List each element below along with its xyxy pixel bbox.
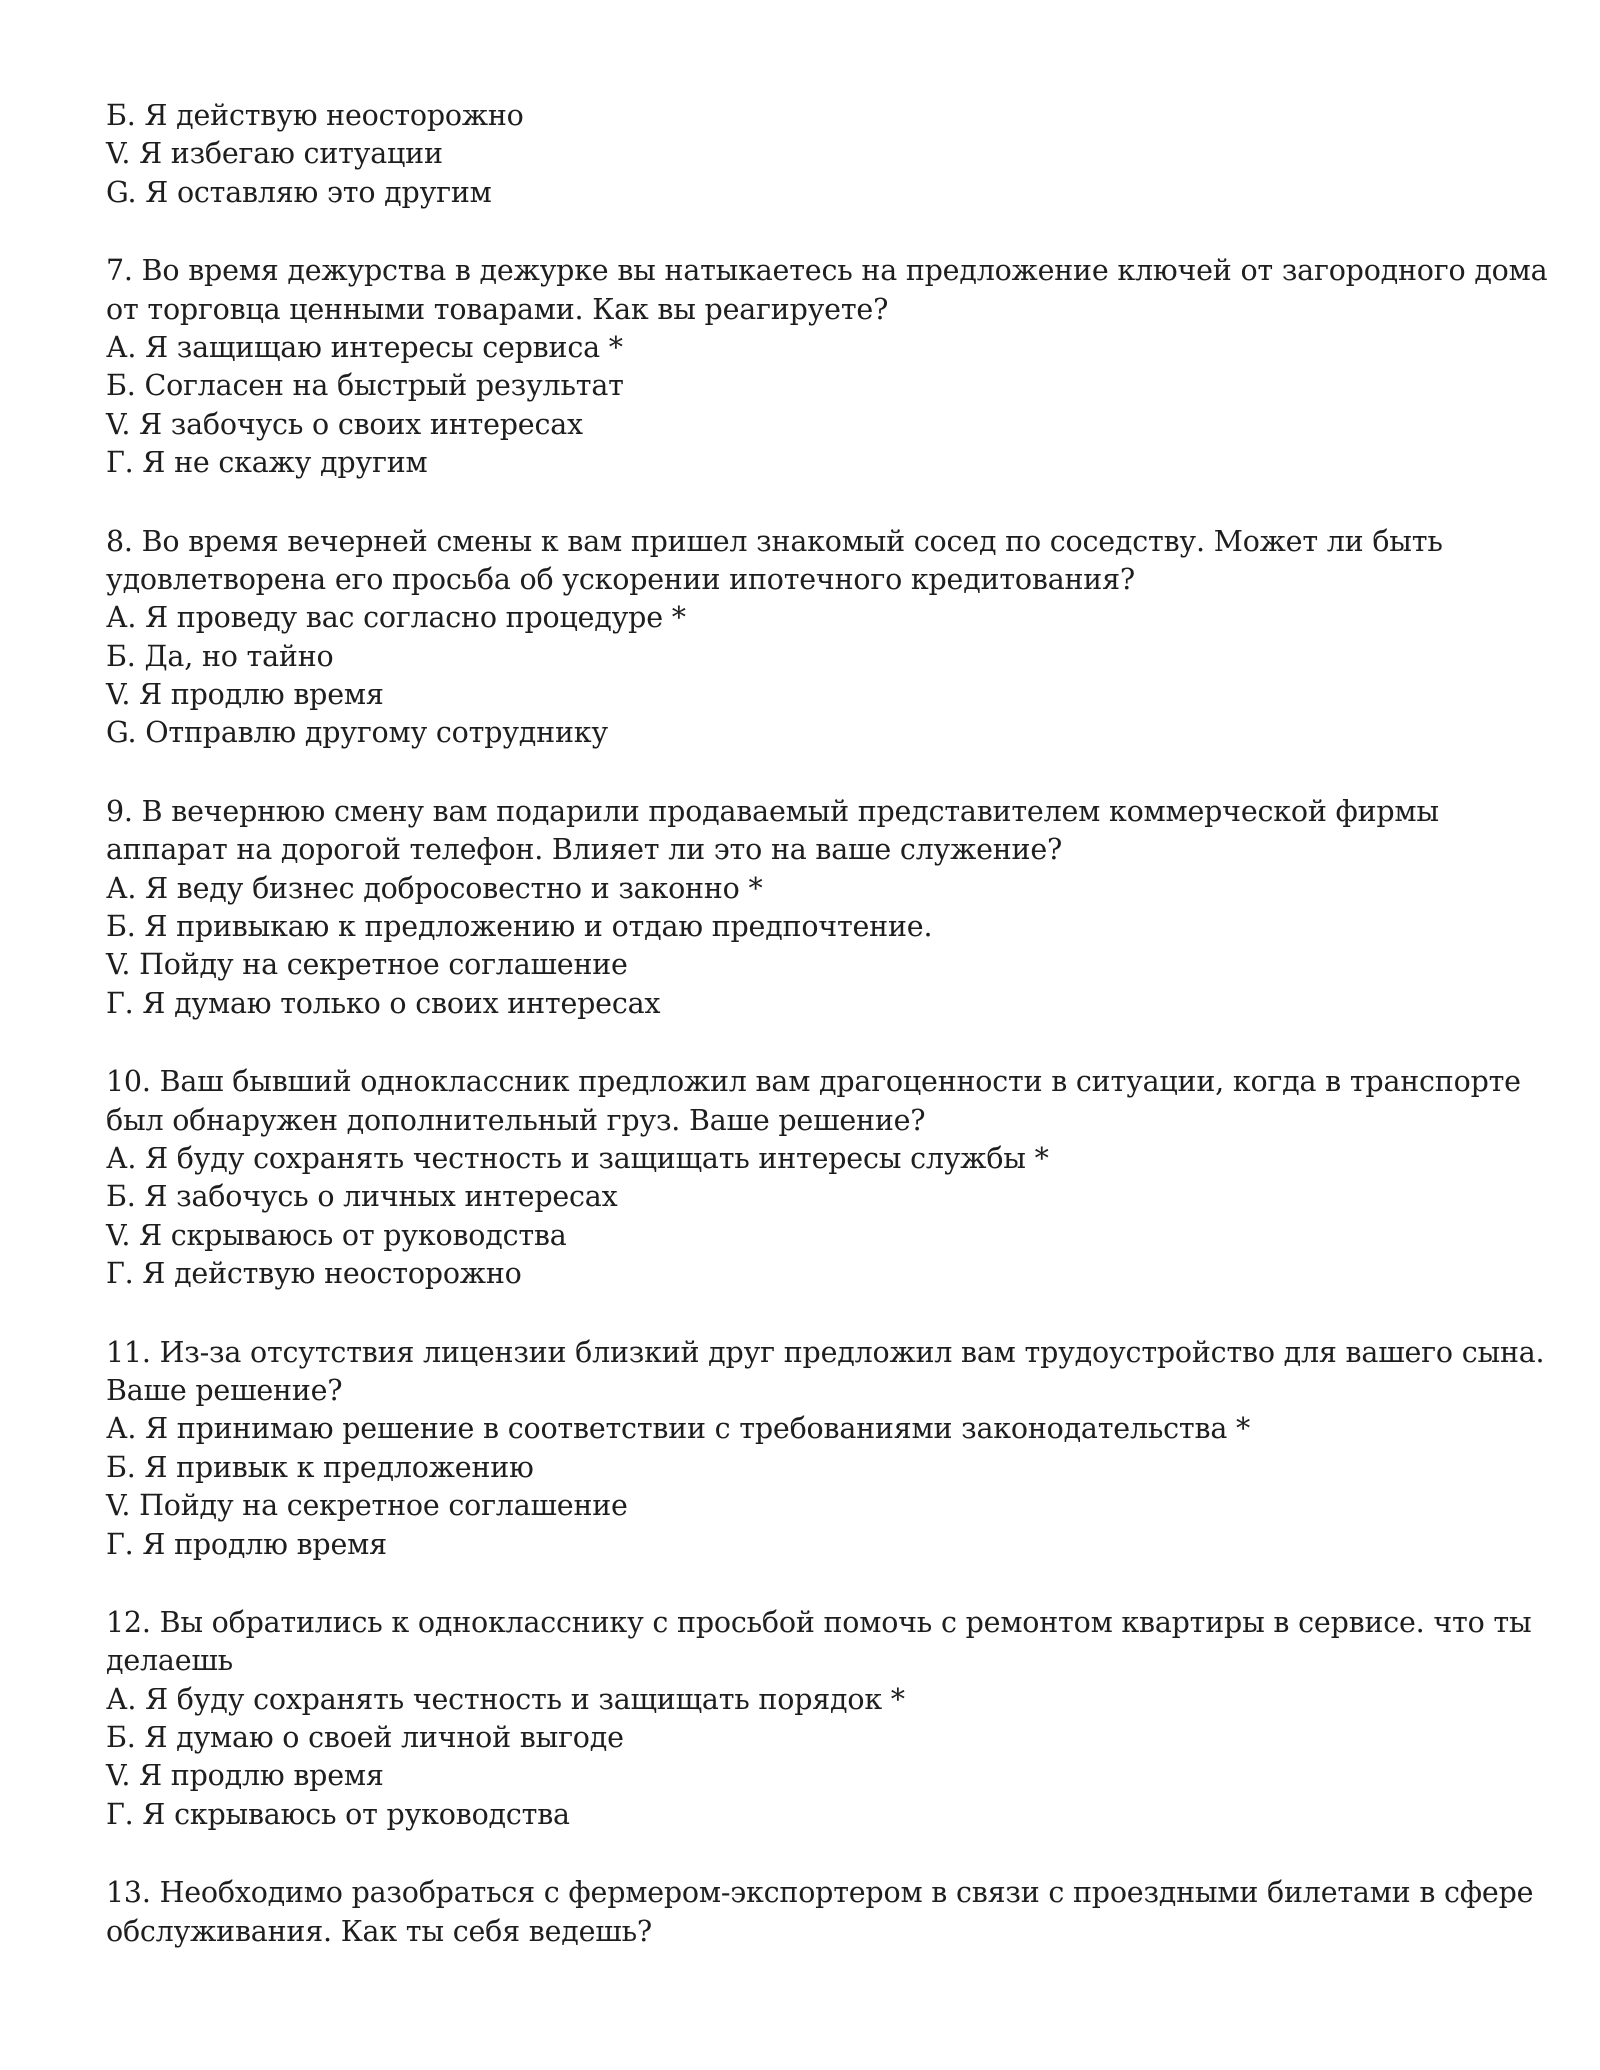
answer-option: Г. Я думаю только о своих интересах: [106, 986, 661, 1020]
question-block: [106, 1063, 1536, 1293]
question-text-line: был обнаружен дополнительный груз. Ваше решение?: [106, 1103, 926, 1137]
answer-option: V. Я продлю время: [106, 1759, 384, 1793]
question-text-line: от торговца ценными товарами. Как вы реагируете?: [106, 292, 889, 326]
answer-option: Б. Я привыкаю к предложению и отдаю предпочтение.: [106, 910, 933, 944]
question-block: [106, 1604, 1536, 1834]
answer-option: V. Я продлю время: [106, 678, 384, 712]
answer-option: А. Я буду сохранять честность и защищать порядок *: [106, 1682, 905, 1716]
answer-option: V. Пойду на секретное соглашение: [106, 948, 628, 982]
answer-option: Г. Я действую неосторожно: [106, 1257, 522, 1291]
question-block: [106, 1334, 1545, 1564]
question-text-line: Ваше решение?: [106, 1373, 343, 1407]
intro-options-block: [106, 97, 1536, 212]
question-text-line: удовлетворена его просьба об ускорении ипотечного кредитования?: [106, 562, 1135, 596]
answer-option: А. Я защищаю интересы сервиса *: [106, 330, 623, 364]
question-text-line: 12. Вы обратились к однокласснику с просьбой помочь с ремонтом квартиры в сервисе. что ты: [106, 1605, 1532, 1639]
answer-option: Б. Согласен на быстрый результат: [106, 369, 624, 403]
question-text-line: 10. Ваш бывший одноклассник предложил вам драгоценности в ситуации, когда в транспорте: [106, 1065, 1521, 1099]
question-block: [106, 793, 1536, 1023]
answer-option: G. Я оставляю это другим: [106, 175, 492, 209]
question-block: [106, 1874, 1536, 1951]
answer-option: V. Пойду на секретное соглашение: [106, 1489, 628, 1523]
answer-option: G. Отправлю другому сотруднику: [106, 716, 608, 750]
answer-option: А. Я буду сохранять честность и защищать интересы службы *: [106, 1141, 1049, 1175]
question-text-line: 13. Необходимо разобраться с фермером-экспортером в связи с проездными билетами в сфере: [106, 1876, 1534, 1910]
answer-option: Б. Я действую неосторожно: [106, 99, 524, 132]
answer-option: V. Я забочусь о своих интересах: [106, 407, 583, 441]
answer-option: А. Я веду бизнес добросовестно и законно *: [106, 871, 763, 905]
question-text-line: аппарат на дорогой телефон. Влияет ли это на ваше служение?: [106, 833, 1063, 867]
question-text-line: 9. В вечернюю смену вам подарили продаваемый представителем коммерческой фирмы: [106, 794, 1439, 828]
answer-option: А. Я проведу вас согласно процедуре *: [106, 601, 686, 635]
question-text-line: 8. Во время вечерней смены к вам пришел знакомый сосед по соседству. Может ли быть: [106, 524, 1443, 558]
question-text-line: 11. Из-за отсутствия лицензии близкий друг предложил вам трудоустройство для вашего сына.: [106, 1335, 1545, 1369]
answer-option: Г. Я продлю время: [106, 1527, 387, 1561]
answer-option: V. Я скрываюсь от руководства: [106, 1218, 567, 1252]
answer-option: Б. Да, но тайно: [106, 639, 334, 673]
answer-option: А. Я принимаю решение в соответствии с требованиями законодательства *: [106, 1412, 1251, 1446]
question-block: [106, 252, 1548, 482]
question-text-line: обслуживания. Как ты себя ведешь?: [106, 1914, 652, 1948]
answer-option: V. Я избегаю ситуации: [106, 137, 443, 171]
question-block: [106, 523, 1536, 753]
answer-option: Б. Я думаю о своей личной выгоде: [106, 1721, 624, 1755]
answer-option: Б. Я привык к предложению: [106, 1450, 534, 1484]
document-page: [106, 97, 1548, 1951]
question-text-line: делаешь: [106, 1644, 233, 1678]
answer-option: Г. Я не скажу другим: [106, 446, 428, 480]
question-text-line: 7. Во время дежурства в дежурке вы натыкаетесь на предложение ключей от загородного дома: [106, 254, 1548, 288]
answer-option: Б. Я забочусь о личных интересах: [106, 1180, 618, 1214]
answer-option: Г. Я скрываюсь от руководства: [106, 1797, 570, 1831]
